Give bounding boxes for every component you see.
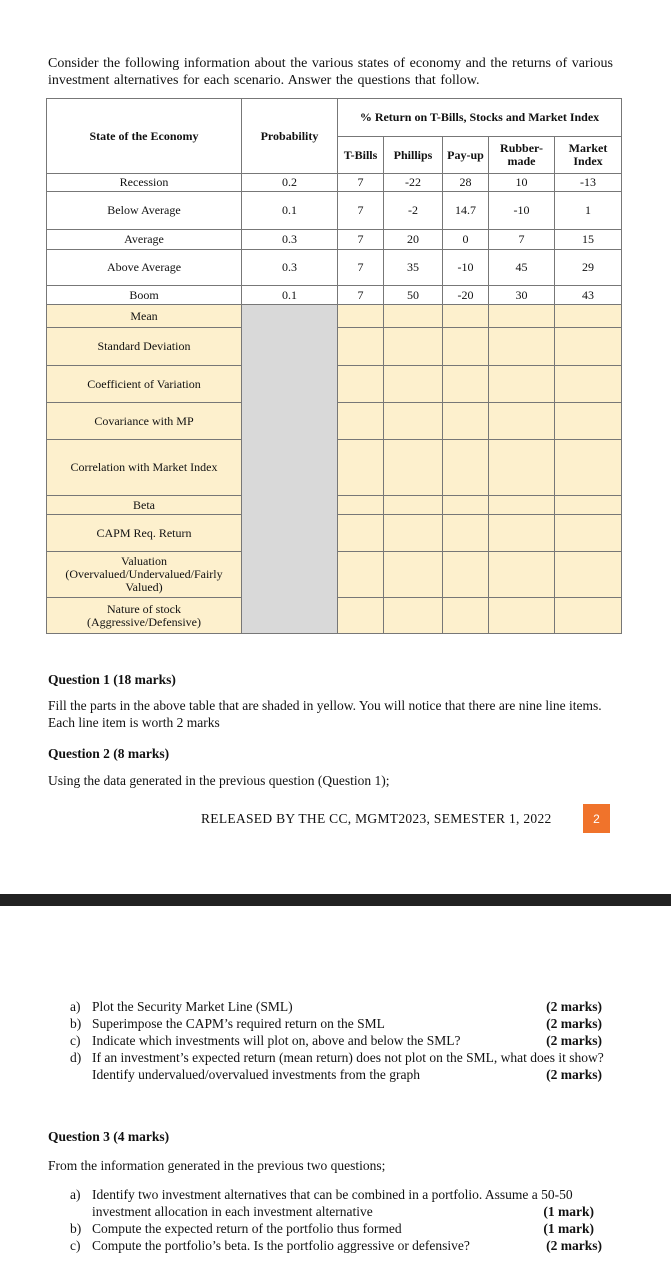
answer-cell	[489, 598, 555, 634]
answer-cell	[443, 366, 489, 403]
question-2-list	[70, 998, 602, 1083]
answer-cell	[443, 515, 489, 552]
item-letter: b)	[70, 1016, 82, 1031]
item-letter: b)	[70, 1221, 82, 1236]
value-cell: -20	[443, 286, 489, 305]
answer-cell	[338, 366, 384, 403]
returns-table	[46, 98, 622, 634]
table-row	[47, 192, 622, 230]
value-cell: 20	[384, 230, 443, 250]
answer-cell	[338, 552, 384, 598]
value-cell: 10	[489, 174, 555, 192]
question-3-list	[70, 1186, 610, 1254]
answer-cell	[443, 328, 489, 366]
answer-cell	[338, 328, 384, 366]
answer-cell	[384, 496, 443, 515]
item-letter: a)	[70, 1187, 81, 1202]
item-text: Plot the Security Market Line (SML)	[92, 999, 293, 1014]
metric-row	[47, 305, 622, 328]
item-text: If an investment’s expected return (mean return) does not plot on the SML, what does it show? Identify undervalued/overvalued investments from the graph	[92, 1050, 604, 1082]
value-cell: -10	[443, 250, 489, 286]
value-cell: -10	[489, 192, 555, 230]
probability-cell: 0.3	[242, 250, 338, 286]
answer-cell	[489, 496, 555, 515]
state-cell: Boom	[47, 286, 242, 305]
item-marks: (2 marks)	[546, 1016, 602, 1031]
metric-label: Covariance with MP	[47, 403, 242, 440]
answer-cell	[555, 403, 622, 440]
header-rubbermade: Rubber-made	[489, 137, 555, 174]
answer-cell	[443, 552, 489, 598]
item-marks: (1 mark)	[543, 1221, 594, 1236]
answer-cell	[555, 305, 622, 328]
probability-cell: 0.1	[242, 286, 338, 305]
list-item	[70, 1049, 602, 1083]
question-3-intro: From the information generated in the previous two questions;	[48, 1158, 386, 1173]
header-market-index: Market Index	[555, 137, 622, 174]
table-row	[47, 230, 622, 250]
metric-label: Coefficient of Variation	[47, 366, 242, 403]
answer-cell	[489, 328, 555, 366]
item-letter: c)	[70, 1033, 81, 1048]
probability-cell: 0.3	[242, 230, 338, 250]
header-probability: Probability	[242, 99, 338, 174]
metric-label: Correlation with Market Index	[47, 440, 242, 496]
item-letter: c)	[70, 1238, 81, 1253]
value-cell: 29	[555, 250, 622, 286]
answer-cell	[443, 305, 489, 328]
value-cell: 1	[555, 192, 622, 230]
item-marks: (2 marks)	[546, 1033, 602, 1048]
answer-cell	[555, 598, 622, 634]
answer-cell	[338, 440, 384, 496]
value-cell: 45	[489, 250, 555, 286]
question-2-intro: Using the data generated in the previous question (Question 1);	[48, 773, 390, 788]
list-item	[70, 1015, 602, 1032]
item-marks: (2 marks)	[546, 1067, 602, 1082]
value-cell: 7	[338, 230, 384, 250]
answer-cell	[338, 496, 384, 515]
answer-cell	[555, 552, 622, 598]
table-row	[47, 174, 622, 192]
header-group-returns: % Return on T-Bills, Stocks and Market Index	[338, 99, 622, 137]
list-item	[70, 998, 602, 1015]
value-cell: -13	[555, 174, 622, 192]
value-cell: 30	[489, 286, 555, 305]
value-cell: 15	[555, 230, 622, 250]
item-text: Indicate which investments will plot on, above and below the SML?	[92, 1033, 461, 1048]
value-cell: 7	[338, 250, 384, 286]
answer-cell	[384, 366, 443, 403]
probability-shaded-block	[242, 305, 338, 634]
list-item	[70, 1237, 610, 1254]
value-cell: 50	[384, 286, 443, 305]
answer-cell	[443, 496, 489, 515]
answer-cell	[489, 366, 555, 403]
metric-label: CAPM Req. Return	[47, 515, 242, 552]
item-letter: a)	[70, 999, 81, 1014]
answer-cell	[384, 440, 443, 496]
answer-cell	[555, 515, 622, 552]
answer-cell	[443, 403, 489, 440]
value-cell: 28	[443, 174, 489, 192]
page-number-badge: 2	[583, 804, 610, 833]
value-cell: 14.7	[443, 192, 489, 230]
answer-cell	[443, 598, 489, 634]
question-1-text: Fill the parts in the above table that are shaded in yellow. You will notice that there are nine line items. Each line item is worth 2 marks	[48, 698, 602, 730]
item-marks: (1 mark)	[543, 1204, 594, 1219]
metric-label: Standard Deviation	[47, 328, 242, 366]
answer-cell	[555, 328, 622, 366]
answer-cell	[489, 552, 555, 598]
answer-cell	[555, 366, 622, 403]
answer-cell	[384, 403, 443, 440]
answer-cell	[338, 403, 384, 440]
answer-cell	[489, 440, 555, 496]
item-marks: (2 marks)	[546, 999, 602, 1014]
state-cell: Above Average	[47, 250, 242, 286]
answer-cell	[384, 552, 443, 598]
intro-paragraph: Consider the following information about the various states of economy and the returns of various investment alternatives for each scenario. Answer the questions that follow.	[48, 56, 613, 88]
answer-cell	[384, 328, 443, 366]
item-text: Compute the expected return of the portfolio thus formed	[92, 1221, 402, 1236]
page-break-bar	[0, 894, 671, 906]
answer-cell	[489, 403, 555, 440]
state-cell: Average	[47, 230, 242, 250]
table-row	[47, 250, 622, 286]
question-1-title: Question 1 (18 marks)	[48, 672, 176, 687]
answer-cell	[555, 440, 622, 496]
list-item	[70, 1186, 610, 1220]
header-tbills: T-Bills	[338, 137, 384, 174]
metric-label: Mean	[47, 305, 242, 328]
value-cell: 7	[338, 286, 384, 305]
answer-cell	[338, 515, 384, 552]
question-3-title: Question 3 (4 marks)	[48, 1129, 170, 1144]
header-payup: Pay-up	[443, 137, 489, 174]
value-cell: 7	[338, 174, 384, 192]
item-marks: (2 marks)	[546, 1238, 602, 1253]
header-state: State of the Economy	[47, 99, 242, 174]
answer-cell	[489, 305, 555, 328]
probability-cell: 0.1	[242, 192, 338, 230]
value-cell: 7	[338, 192, 384, 230]
footer-release-note: RELEASED BY THE CC, MGMT2023, SEMESTER 1, 2022	[201, 811, 552, 826]
list-item	[70, 1220, 610, 1237]
value-cell: 7	[489, 230, 555, 250]
value-cell: 35	[384, 250, 443, 286]
answer-cell	[384, 515, 443, 552]
state-cell: Below Average	[47, 192, 242, 230]
answer-cell	[384, 598, 443, 634]
answer-cell	[338, 598, 384, 634]
question-2-title: Question 2 (8 marks)	[48, 746, 170, 761]
metric-label: Nature of stock (Aggressive/Defensive)	[47, 598, 242, 634]
answer-cell	[338, 305, 384, 328]
probability-cell: 0.2	[242, 174, 338, 192]
list-item	[70, 1032, 602, 1049]
header-phillips: Phillips	[384, 137, 443, 174]
answer-cell	[555, 496, 622, 515]
item-text: Superimpose the CAPM’s required return on the SML	[92, 1016, 385, 1031]
item-text: Identify two investment alternatives that can be combined in a portfolio. Assume a 50-50 investment allocation in each investment alternative	[92, 1187, 573, 1219]
metric-label: Beta	[47, 496, 242, 515]
item-letter: d)	[70, 1050, 82, 1065]
state-cell: Recession	[47, 174, 242, 192]
table-row	[47, 286, 622, 305]
value-cell: -2	[384, 192, 443, 230]
item-text: Compute the portfolio’s beta. Is the portfolio aggressive or defensive?	[92, 1238, 470, 1253]
value-cell: 43	[555, 286, 622, 305]
metric-label: Valuation (Overvalued/Undervalued/Fairly Valued)	[47, 552, 242, 598]
answer-cell	[443, 440, 489, 496]
value-cell: -22	[384, 174, 443, 192]
answer-cell	[489, 515, 555, 552]
value-cell: 0	[443, 230, 489, 250]
answer-cell	[384, 305, 443, 328]
